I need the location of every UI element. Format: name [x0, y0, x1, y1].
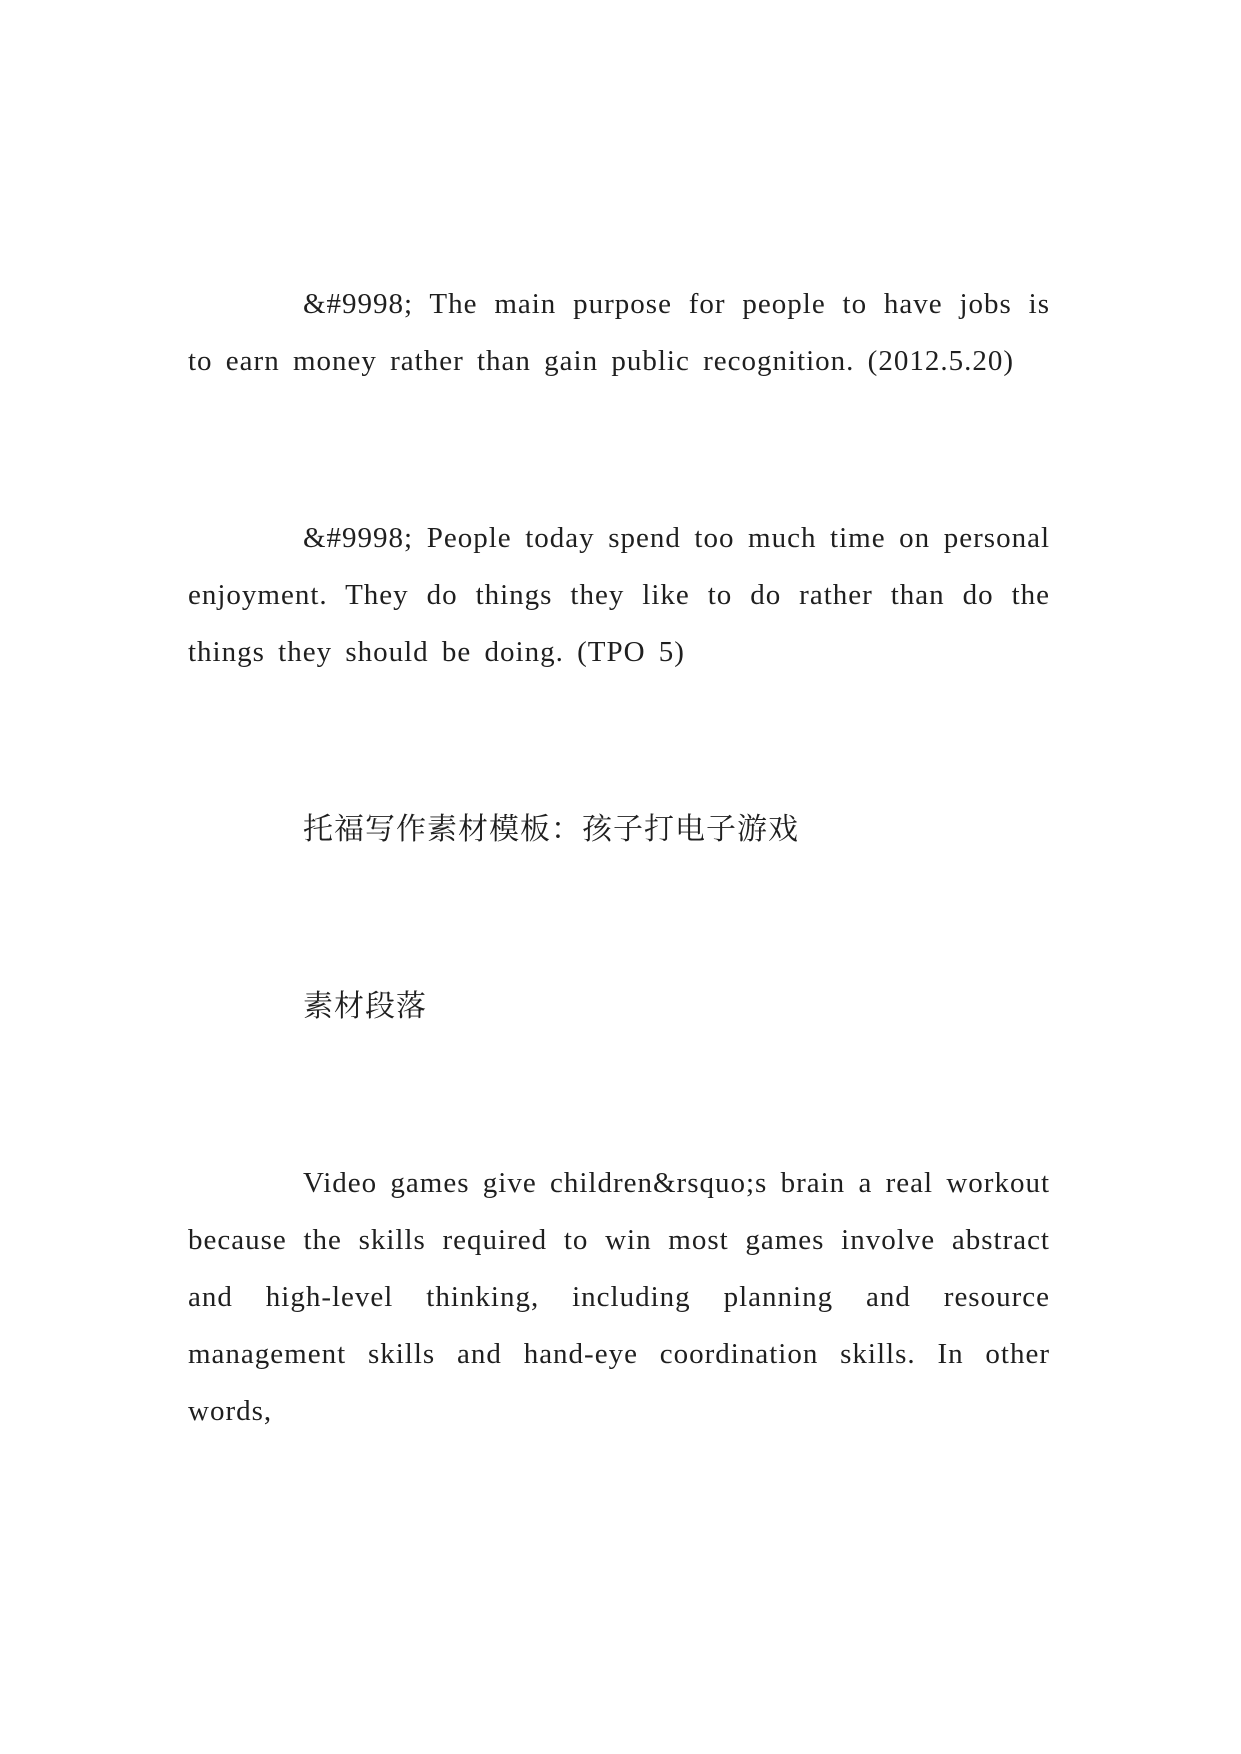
paragraph-video-games: Video games give children&rsquo;s brain a real workout because the skills required to win most games involve abstract and high-level thinking, including planning and resource management skills and hand-eye coordination skills. In other words,	[188, 1167, 1050, 1427]
paragraph-enjoyment-topic: &#9998; People today spend too much time on personal enjoyment. They do things they like to do rather than do the things they should be doing. (TPO 5)	[188, 522, 1050, 668]
paragraph-jobs-topic: &#9998; The main purpose for people to have jobs is to earn money rather than gain public recognition. (2012.5.20)	[188, 288, 1050, 377]
heading-material-section: 素材段落	[303, 990, 427, 1023]
heading-material-template: 托福写作素材模板：孩子打电子游戏	[303, 813, 799, 846]
